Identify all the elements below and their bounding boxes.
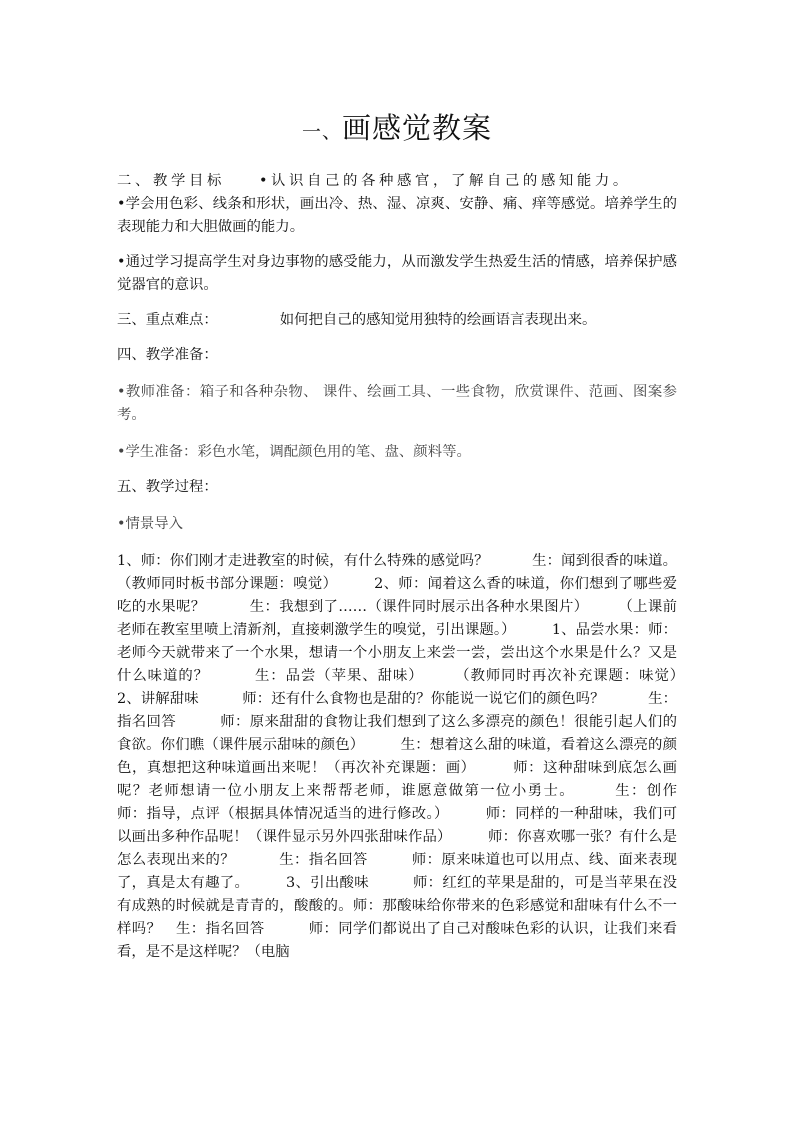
student-preparation: •学生准备：彩色水笔，调配颜色用的笔、盘、颜料等。 (117, 444, 471, 460)
key-points-heading: 三、重点难点： (117, 312, 218, 328)
objective-3: •通过学习提高学生对身边事物的感受能力，从而激发学生热爱生活的情感，培养保护感觉器官的意识。 (117, 254, 677, 293)
objectives-line (117, 170, 677, 193)
process-body: 1、师：你们刚才走进教室的时候，有什么特殊的感觉吗？ 生：闻到很香的味道。（教师同时板书部分课题：嗅觉） 2、师：闻着这么香的味道，你们想到了哪些爱吃的水果呢？ 生：我想到了……（课件同时展示出各种水果图片） （上课前老师在教室里喷上清新剂，直接刺激学生的嗅觉，引出课题。） 1、品尝水果：师：老师今天就带来了一个水果，想请一个小朋友上来尝一尝，尝出这个水果是什么？又是什么味道的？ 生：品尝（苹果、甜味） （教师同时再次补充课题：味觉） 2、讲解甜味 师：还有什么食物也是甜的？你能说一说它们的颜色吗？ 生：指名回答 师：原来甜甜的食物让我们想到了这么多漂亮的颜色！很能引起人们的食欲。你们瞧（课件展示甜味的颜色） 生：想着这么甜的味道，看着这么漂亮的颜色，真想把这种味道画出来呢！（再次补充课题：画） 师：这种甜味到底怎么画呢？老师想请一位小朋友上来帮帮老师，谁愿意做第一位小勇士。 生：创作 师：指导，点评（根据具体情况适当的进行修改。） 师：同样的一种甜味，我们可以画出多种作品呢！（课件显示另外四张甜味作品） 师：你喜欢哪一张？有什么是怎么表现出来的？ 生：指名回答 师：原来味道也可以用点、线、面来表现了，真是太有趣了。 3、引出酸味 师：红红的苹果是甜的，可是当苹果在没有成熟的时候就是青青的，酸酸的。师：那酸味给你带来的色彩感觉和甜味有什么不一样吗？ 生：指名回答 师：同学们都说出了自己对酸味色彩的认识，让我们来看看，是不是这样呢？（电脑 (117, 553, 721, 960)
process-heading: 五、教学过程： (117, 479, 218, 495)
preparation-heading: 四、教学准备： (117, 347, 218, 363)
document-body (117, 170, 721, 964)
objectives-heading: 二、教学目标 (117, 173, 225, 189)
page-title (0, 106, 794, 154)
process-intro: •情景导入 (117, 516, 184, 532)
key-points-line (117, 309, 677, 332)
title-number: 一、 (301, 121, 342, 143)
title-text: 画感觉教案 (342, 111, 493, 145)
teacher-preparation: •教师准备：箱子和各种杂物、 课件、绘画工具、一些食物，欣赏课件、范画、图案参考。 (117, 384, 677, 423)
objective-2: •学会用色彩、线条和形状，画出冷、热、湿、凉爽、安静、痛、痒等感觉。培养学生的表现能力和大胆做画的能力。 (117, 196, 677, 235)
objective-1: •认识自己的各种感官，了解自己的感知能力。 (258, 173, 631, 189)
key-points-text: 如何把自己的感知觉用独特的绘画语言表现出来。 (279, 312, 597, 328)
